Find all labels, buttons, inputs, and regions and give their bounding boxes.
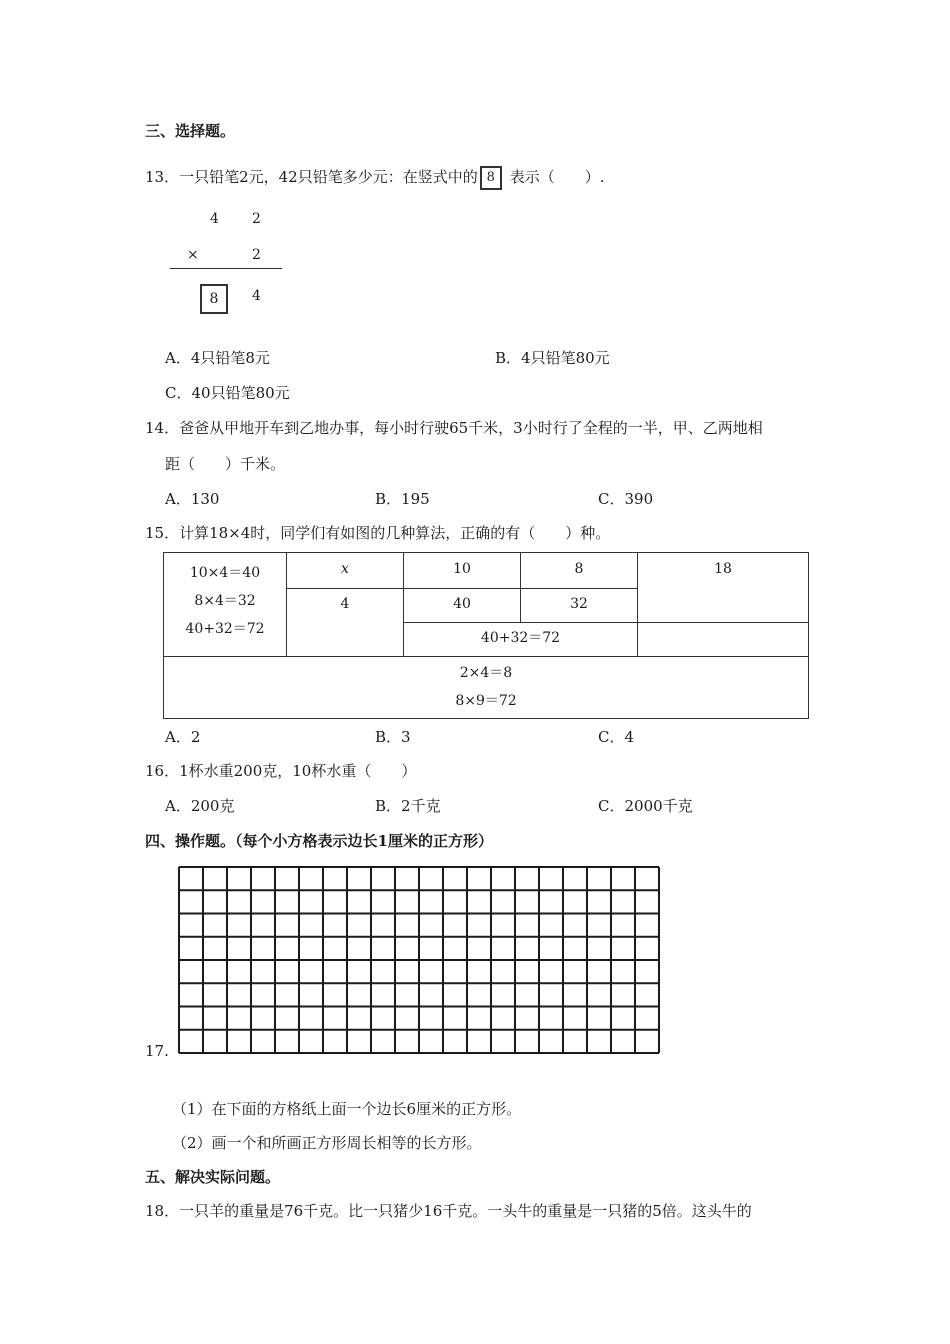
method-3-line-2: 8×9＝72 <box>455 693 517 709</box>
square-grid-paper[interactable] <box>178 866 660 1058</box>
question-15: 15．计算18×4时，同学们有如图的几种算法，正确的有（ ）种。 <box>145 524 611 542</box>
times-sign: × <box>187 247 199 263</box>
q16-option-c[interactable]: C．2000千克 <box>598 797 693 815</box>
section-3-title: 三、选择题。 <box>145 122 236 140</box>
multiplicand-digit-1: 4 <box>210 211 219 227</box>
question-14-line-2: 距（ ）千米。 <box>165 455 286 473</box>
method-1-cell <box>164 553 287 657</box>
question-18: 18．一只羊的重量是76千克。比一只猪少16千克。一头牛的重量是一只猪的5倍。这头牛的 <box>145 1202 752 1220</box>
q14-option-c[interactable]: C．390 <box>598 490 654 508</box>
table-header-x: x <box>287 553 404 589</box>
table-header-18: 18 <box>638 553 809 623</box>
q14-option-b[interactable]: B．195 <box>375 490 430 508</box>
boxed-digit: 8 <box>480 166 502 190</box>
q13-option-b[interactable]: B．4只铅笔80元 <box>495 349 610 367</box>
q15-option-b[interactable]: B．3 <box>375 728 411 746</box>
q14-option-a[interactable]: A．130 <box>165 490 220 508</box>
method-1-line-3: 40+32＝72 <box>185 621 265 637</box>
question-17-sub-2: （2）画一个和所画正方形周长相等的长方形。 <box>172 1134 482 1152</box>
section-5-title: 五、解决实际问题。 <box>145 1168 281 1186</box>
result-boxed-digit: 8 <box>200 284 228 314</box>
multiplicand-digit-2: 2 <box>252 211 261 227</box>
calculation-methods-table <box>163 552 809 719</box>
question-17-sub-1: （1）在下面的方格纸上面一个边长6厘米的正方形。 <box>172 1100 522 1118</box>
multiplier-digit: 2 <box>252 247 261 263</box>
question-13-text-before: 13．一只铅笔2元，42只铅笔多少元：在竖式中的 <box>145 168 478 186</box>
method-1-line-1: 10×4＝40 <box>189 565 261 581</box>
table-row-4: 4 <box>287 589 404 657</box>
method-3-line-1: 2×4＝8 <box>459 665 513 681</box>
question-13-text-after: 表示（ ）. <box>509 168 605 186</box>
question-16: 16．1杯水重200克，10杯水重（ ） <box>145 762 417 780</box>
question-17-label: 17. <box>145 1042 169 1060</box>
table-header-8: 8 <box>521 553 638 589</box>
method-1-line-2: 8×4＝32 <box>194 593 256 609</box>
table-header-10: 10 <box>404 553 521 589</box>
question-14-line-1: 14．爸爸从甲地开车到乙地办事，每小时行驶65千米，3小时行了全程的一半，甲、乙两地相 <box>145 419 763 437</box>
method-3-cell <box>164 657 809 719</box>
table-cell-32: 32 <box>521 589 638 623</box>
q13-option-a[interactable]: A．4只铅笔8元 <box>165 349 270 367</box>
q15-option-a[interactable]: A．2 <box>165 728 201 746</box>
vertical-rule <box>170 268 282 269</box>
q15-option-c[interactable]: C．4 <box>598 728 635 746</box>
q16-option-b[interactable]: B．2千克 <box>375 797 441 815</box>
table-cell-sum: 40+32＝72 <box>404 623 638 657</box>
table-empty-cell <box>638 623 809 657</box>
q13-option-c[interactable]: C．40只铅笔80元 <box>165 384 290 402</box>
grid-svg[interactable] <box>178 866 660 1054</box>
section-4-title: 四、操作题。（每个小方格表示边长1厘米的正方形） <box>145 832 493 850</box>
question-13 <box>145 166 605 190</box>
q16-option-a[interactable]: A．200克 <box>165 797 235 815</box>
table-cell-40: 40 <box>404 589 521 623</box>
result-digit-2: 4 <box>252 288 261 304</box>
